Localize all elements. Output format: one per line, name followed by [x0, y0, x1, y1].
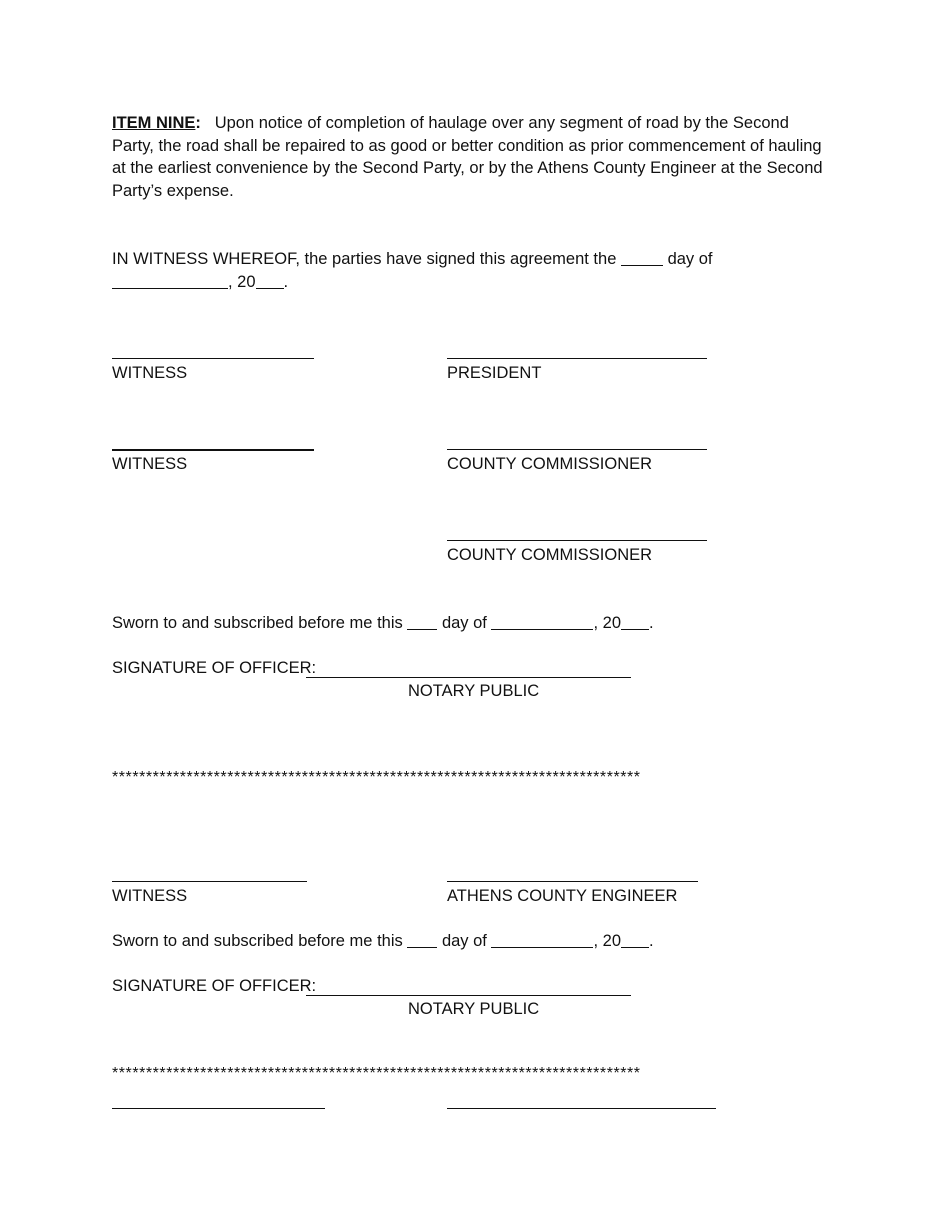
notary-public-label: NOTARY PUBLIC: [408, 1000, 540, 1018]
item-nine-heading: ITEM NINE: [112, 114, 196, 132]
sworn-statement: Sworn to and subscribed before me this day of , 20 .: [112, 932, 654, 950]
witness-signature-line[interactable]: [112, 449, 314, 451]
officer-signature-label: SIGNATURE OF OFFICER:: [112, 659, 317, 677]
commissioner-signature-line[interactable]: [447, 540, 707, 541]
witness-label: WITNESS: [112, 364, 188, 382]
year-blank[interactable]: [621, 931, 649, 948]
signature-line[interactable]: [112, 1108, 325, 1109]
item-nine-text: Upon notice of completion of haulage over any segment of road by the Second Party, the road shall be repaired to as good or better condition as prior commencement of hauling at the earliest convenience by the Second Party, or by the Athens County Engineer at the Second Party’s expense.: [112, 114, 823, 200]
commissioner-signature-line[interactable]: [447, 449, 707, 450]
witness-label: WITNESS: [112, 455, 188, 473]
month-blank[interactable]: [491, 931, 593, 948]
officer-signature-line[interactable]: [306, 677, 631, 678]
item-nine-paragraph: ITEM NINE: Upon notice of completion of haulage over any segment of road by the Second Party, the road shall be repaired to as good or better condition as prior commencement of hauling at the earliest convenience by the Second Party, or by the Athens County Engineer at the Second Party’s expense.: [112, 114, 823, 200]
day-blank[interactable]: [407, 613, 437, 630]
year-blank[interactable]: [621, 613, 649, 630]
engineer-label: ATHENS COUNTY ENGINEER: [447, 887, 678, 905]
witness-clause-line2: , 20 .: [112, 271, 288, 293]
commissioner-label: COUNTY COMMISSIONER: [447, 455, 653, 473]
month-blank[interactable]: [112, 272, 228, 289]
officer-signature-line[interactable]: [306, 995, 631, 996]
president-signature-line[interactable]: [447, 358, 707, 359]
officer-signature-label: SIGNATURE OF OFFICER:: [112, 977, 317, 995]
witness-signature-line[interactable]: [112, 358, 314, 359]
commissioner-label: COUNTY COMMISSIONER: [447, 546, 653, 564]
signature-line[interactable]: [447, 1108, 716, 1109]
president-label: PRESIDENT: [447, 364, 542, 382]
sworn-statement: Sworn to and subscribed before me this day of , 20 .: [112, 614, 654, 632]
engineer-signature-line[interactable]: [447, 881, 698, 882]
day-blank[interactable]: [407, 931, 437, 948]
day-blank[interactable]: [621, 249, 663, 266]
witness-label: WITNESS: [112, 887, 188, 905]
witness-clause-line1: IN WITNESS WHEREOF, the parties have signed this agreement the day of: [112, 250, 713, 268]
month-blank[interactable]: [491, 613, 593, 630]
separator: ******************************************************************************: [112, 1065, 641, 1082]
witness-signature-line[interactable]: [112, 881, 307, 882]
year-blank[interactable]: [256, 272, 284, 289]
separator: ******************************************************************************: [112, 769, 641, 786]
notary-public-label: NOTARY PUBLIC: [408, 682, 540, 700]
